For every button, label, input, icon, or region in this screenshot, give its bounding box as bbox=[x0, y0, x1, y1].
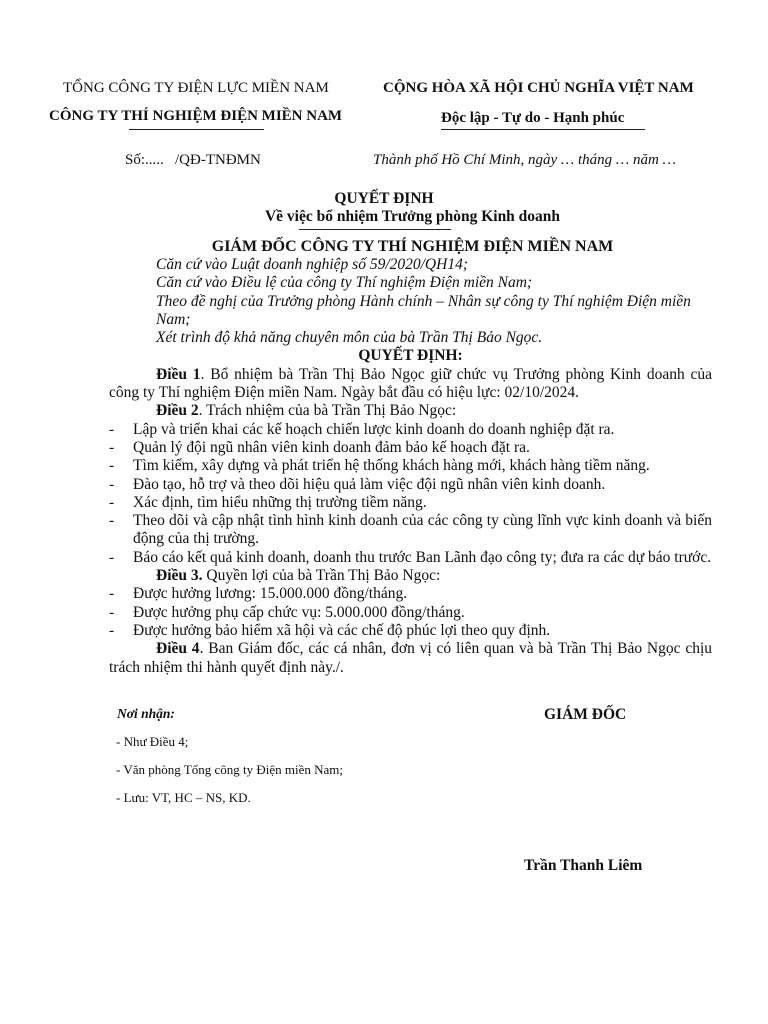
article-2-item: - Theo dõi và cập nhật tình hình kinh doanh của các công ty cùng lĩnh vực kinh doanh và biến động của thị trường. bbox=[109, 512, 712, 548]
place-date: Thành phố Hồ Chí Minh, ngày … tháng … năm … bbox=[373, 152, 676, 168]
ground-1: Căn cứ vào Luật doanh nghiệp số 59/2020/QH14; bbox=[156, 256, 468, 273]
subject-underline bbox=[299, 229, 451, 230]
article-4-text: . Ban Giám đốc, các cá nhân, đơn vị có liên quan và bà Trần Thị Bảo Ngọc chịu trách nhiệm thi hành quyết định này./. bbox=[109, 640, 712, 676]
motto: Độc lập - Tự do - Hạnh phúc bbox=[441, 110, 625, 126]
article-4-label: Điều 4 bbox=[156, 640, 200, 658]
document-body bbox=[109, 256, 712, 677]
republic-title: CỘNG HÒA XÃ HỘI CHỦ NGHĨA VIỆT NAM bbox=[383, 80, 694, 96]
recipients-heading: Nơi nhận: bbox=[117, 706, 175, 721]
document-title: QUYẾT ĐỊNH bbox=[334, 190, 434, 207]
ground-2: Căn cứ vào Điều lệ của công ty Thí nghiệm Điện miền Nam; bbox=[156, 274, 533, 292]
ground-4: Xét trình độ khả năng chuyên môn của bà Trần Thị Bảo Ngọc. bbox=[156, 329, 543, 347]
recipient-item: - Lưu: VT, HC – NS, KD. bbox=[116, 790, 251, 805]
signer-title: GIÁM ĐỐC bbox=[544, 706, 627, 723]
authority-title: GIÁM ĐỐC CÔNG TY THÍ NGHIỆM ĐIỆN MIỀN NAM bbox=[211, 238, 614, 255]
article-2-label: Điều 2 bbox=[156, 402, 199, 420]
document-number: Số:..... /QĐ-TNĐMN bbox=[125, 152, 261, 168]
motto-underline bbox=[441, 129, 645, 130]
article-1 bbox=[109, 366, 712, 403]
article-2-item: - Tìm kiếm, xây dựng và phát triển hệ thống khách hàng mới, khách hàng tiềm năng. bbox=[109, 457, 650, 475]
article-3-text: Quyền lợi của bà Trần Thị Bảo Ngọc: bbox=[202, 567, 441, 585]
document-subject: Về việc bổ nhiệm Trưởng phòng Kinh doanh bbox=[264, 208, 561, 225]
article-2-text: . Trách nhiệm của bà Trần Thị Bảo Ngọc: bbox=[198, 402, 457, 420]
article-1-text: . Bổ nhiệm bà Trần Thị Bảo Ngọc giữ chức vụ Trưởng phòng Kinh doanh của công ty Thí nghiệm Điện miền Nam. Ngày bắt đầu có hiệu lực: 02/10/2024. bbox=[109, 365, 713, 402]
ground-3: Theo đề nghị của Trưởng phòng Hành chính – Nhân sự công ty Thí nghiệm Điện miền Nam; bbox=[156, 292, 691, 328]
article-2-item: - Lập và triển khai các kế hoạch chiến lược kinh doanh do doanh nghiệp đặt ra. bbox=[109, 420, 615, 438]
article-2-item: - Đào tạo, hỗ trợ và theo dõi hiệu quả làm việc đội ngũ nhân viên kinh doanh. bbox=[109, 475, 606, 493]
article-3-item: - Được hưởng bảo hiểm xã hội và các chế độ phúc lợi theo quy định. bbox=[109, 621, 551, 639]
decision-heading: QUYẾT ĐỊNH: bbox=[358, 347, 463, 365]
article-2-item: - Báo cáo kết quả kinh doanh, doanh thu trước Ban Lãnh đạo công ty; đưa ra các dự báo trước. bbox=[109, 548, 712, 566]
article-3-item: - Được hưởng lương: 15.000.000 đồng/tháng. bbox=[109, 585, 408, 603]
company-underline bbox=[129, 129, 264, 130]
article-2-item: - Quản lý đội ngũ nhân viên kinh doanh đảm bảo kế hoạch đặt ra. bbox=[109, 438, 530, 456]
article-4 bbox=[109, 640, 712, 677]
signer-name: Trần Thanh Liêm bbox=[524, 857, 643, 874]
article-2-item: - Xác định, tìm hiểu những thị trường tiềm năng. bbox=[109, 493, 427, 511]
company-name: CÔNG TY THÍ NGHIỆM ĐIỆN MIỀN NAM bbox=[49, 108, 343, 124]
article-2 bbox=[109, 402, 712, 420]
article-3-item: - Được hưởng phụ cấp chức vụ: 5.000.000 đồng/tháng. bbox=[109, 603, 465, 621]
recipient-item: - Văn phòng Tổng công ty Điện miền Nam; bbox=[116, 762, 343, 777]
article-1-label: Điều 1 bbox=[156, 365, 201, 383]
article-3-label: Điều 3. bbox=[156, 567, 203, 585]
recipient-item: - Như Điều 4; bbox=[116, 734, 189, 749]
parent-company: TỔNG CÔNG TY ĐIỆN LỰC MIỀN NAM bbox=[63, 80, 329, 96]
article-3 bbox=[109, 567, 712, 585]
